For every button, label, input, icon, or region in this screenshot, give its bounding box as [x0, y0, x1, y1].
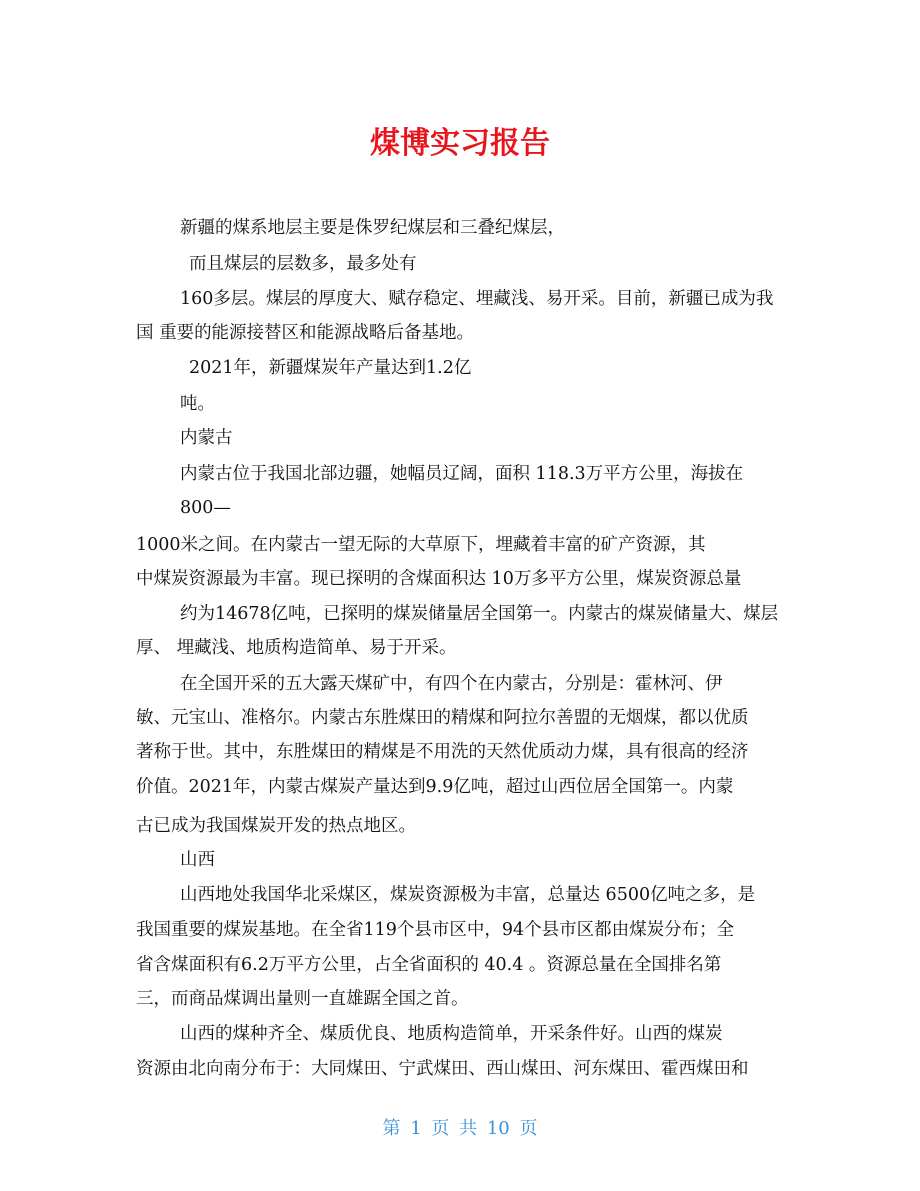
text-line: 敏、元宝山、准格尔。内蒙古东胜煤田的精煤和阿拉尔善盟的无烟煤，都以优质	[136, 708, 749, 728]
text-line: 厚、 埋藏浅、地质构造简单、易于开采。	[136, 638, 457, 658]
text-line: 价值。2021年，内蒙古煤炭产量达到9.9亿吨，超过山西位居全国第一。内蒙	[136, 777, 734, 797]
text-line: 新疆的煤系地层主要是侏罗纪煤层和三叠纪煤层，	[180, 218, 565, 238]
text-line: 内蒙古位于我国北部边疆，她幅员辽阔，面积 118.3万平方公里，海拔在	[180, 464, 744, 484]
page-number-footer: 第 1 页 共 10 页	[382, 1118, 538, 1139]
text-line: 约为14678亿吨，已探明的煤炭储量居全国第一。内蒙古的煤炭储量大、煤层	[180, 604, 779, 624]
text-line: 我国重要的煤炭基地。在全省119个县市区中，94个县市区都由煤炭分布；全	[136, 920, 735, 940]
text-line: 2021年，新疆煤炭年产量达到1.2亿	[189, 358, 472, 378]
text-line: 著称于世。其中，东胜煤田的精煤是不用洗的天然优质动力煤，具有很高的经济	[136, 742, 749, 762]
text-line: 省含煤面积有6.2万平方公里，占全省面积的 40.4 。资源总量在全国排名第	[136, 955, 722, 975]
section-heading: 山西	[180, 850, 215, 870]
text-line: 中煤炭资源最为丰富。现已探明的含煤面积达 10万多平方公里，煤炭资源总量	[136, 569, 742, 589]
text-line: 160多层。煤层的厚度大、赋存稳定、埋藏浅、易开采。目前，新疆已成为我	[180, 289, 774, 309]
document-title: 煤博实习报告	[370, 126, 550, 161]
text-line: 三，而商品煤调出量则一直雄踞全国之首。	[136, 989, 469, 1009]
text-line: 1000米之间。在内蒙古一望无际的大草原下，埋藏着丰富的矿产资源，其	[136, 535, 706, 555]
section-heading: 内蒙古	[180, 428, 233, 448]
text-line: 古已成为我国煤炭开发的热点地区。	[136, 816, 416, 836]
text-line: 资源由北向南分布于：大同煤田、宁武煤田、西山煤田、河东煤田、霍西煤田和	[136, 1059, 749, 1079]
text-line: 800—	[180, 498, 231, 518]
text-line: 而且煤层的层数多，最多处有	[189, 254, 417, 274]
text-line: 山西的煤种齐全、煤质优良、地质构造简单，开采条件好。山西的煤炭	[180, 1024, 723, 1044]
text-line: 在全国开采的五大露天煤矿中，有四个在内蒙古，分别是：霍林河、伊	[180, 674, 723, 694]
text-line: 山西地处我国华北采煤区，煤炭资源极为丰富，总量达 6500亿吨之多，是	[180, 885, 756, 905]
text-line: 国 重要的能源接替区和能源战略后备基地。	[136, 323, 475, 343]
text-line: 吨。	[180, 394, 215, 414]
